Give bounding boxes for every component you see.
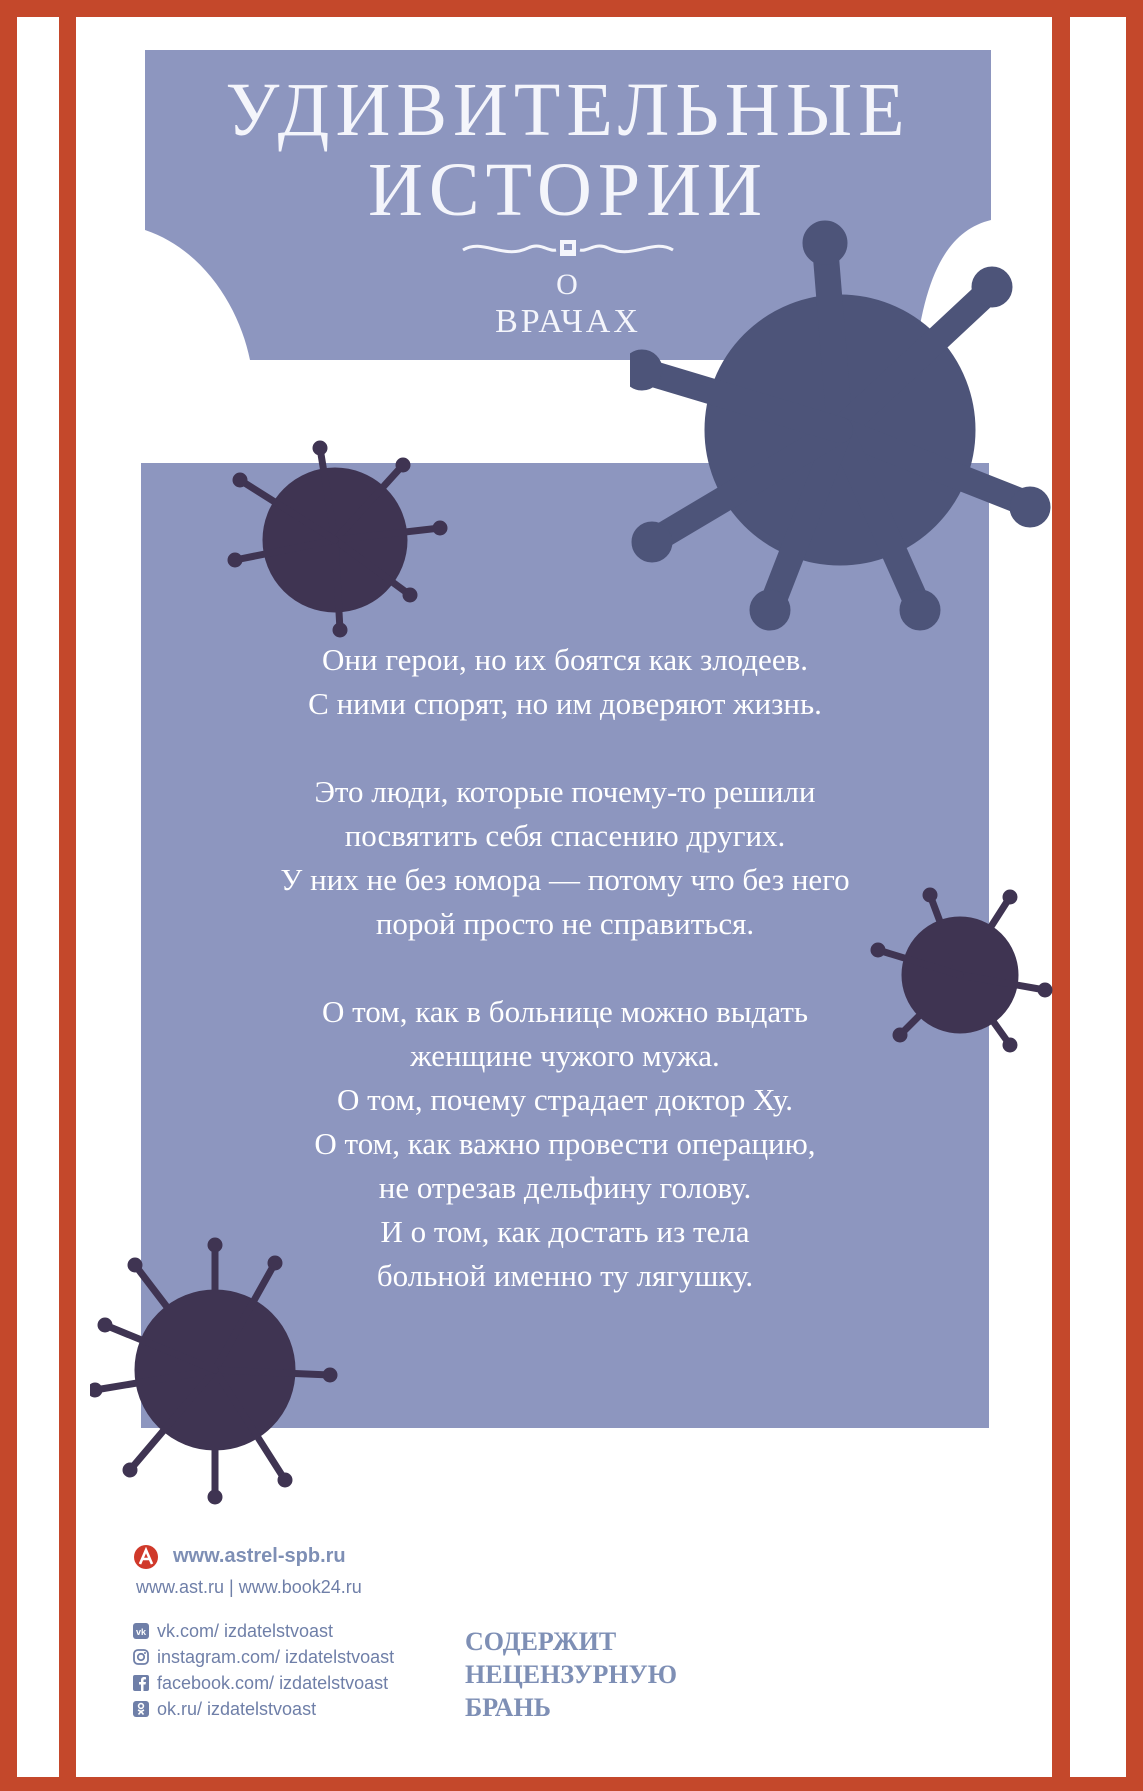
virus-large-illustration [630,215,1055,635]
social-links [133,1618,394,1722]
blurb-line: Они герои, но их боятся как злодеев. [322,642,808,677]
svg-text:vk: vk [136,1627,147,1637]
social-link-facebook[interactable] [133,1670,394,1696]
blurb-line: не отрезав дельфину голову. [378,1170,752,1205]
blurb-line: Это люди, которые почему-то решили [314,774,816,809]
virus-small-illustration [225,440,450,640]
blurb-line: У них не без юмора — потому что без него [280,862,850,897]
blurb-line: О том, как в больнице можно выдать [321,994,809,1029]
ast-logo-icon [133,1544,159,1570]
left-border-strip [17,17,59,1777]
ok-icon [133,1701,149,1717]
blurb-line: посвятить себя спасению других. [344,818,786,853]
blurb-line: О том, как важно провести операцию, [314,1126,816,1161]
vk-icon [133,1623,149,1639]
right-border-strip [1070,17,1126,1777]
social-link-label: instagram.com/ izdatelstvoast [157,1646,395,1667]
blurb-paragraph [141,990,989,1298]
blurb-line: порой просто не справиться. [375,906,755,941]
instagram-icon [133,1649,149,1665]
facebook-icon [133,1675,149,1691]
blurb-paragraph [141,770,989,946]
social-link-vk[interactable] [133,1618,394,1644]
blurb-line: И о том, как достать из тела [380,1214,750,1249]
blurb-line: больной именно ту лягушку. [376,1258,754,1293]
social-link-label: ok.ru/ izdatelstvoast [157,1698,317,1719]
warning-line: НЕЦЕНЗУРНУЮ [465,1660,677,1689]
publisher-site-link[interactable]: www.astrel-spb.ru [173,1545,346,1567]
content-warning [465,1625,677,1724]
social-link-instagram[interactable] [133,1644,394,1670]
blurb-line: женщине чужого мужа. [410,1038,720,1073]
social-link-label: facebook.com/ izdatelstvoast [157,1672,389,1693]
social-link-label: vk.com/ izdatelstvoast [157,1620,334,1641]
title-line-2: ИСТОРИИ [368,148,768,232]
blurb-line: О том, почему страдает доктор Ху. [337,1082,793,1117]
warning-line: СОДЕРЖИТ [465,1627,617,1656]
blurb-line: С ними спорят, но им доверяют жизнь. [308,686,822,721]
social-link-ok[interactable] [133,1696,394,1722]
blurb-text [141,638,989,1342]
title-preposition: О [556,268,580,301]
title-subject: ВРАЧАХ [495,303,641,340]
blurb-paragraph [141,638,989,726]
warning-line: БРАНЬ [465,1693,551,1722]
secondary-sites[interactable]: www.ast.ru | www.book24.ru [136,1577,362,1597]
title-line-1: УДИВИТЕЛЬНЫЕ [225,68,911,152]
